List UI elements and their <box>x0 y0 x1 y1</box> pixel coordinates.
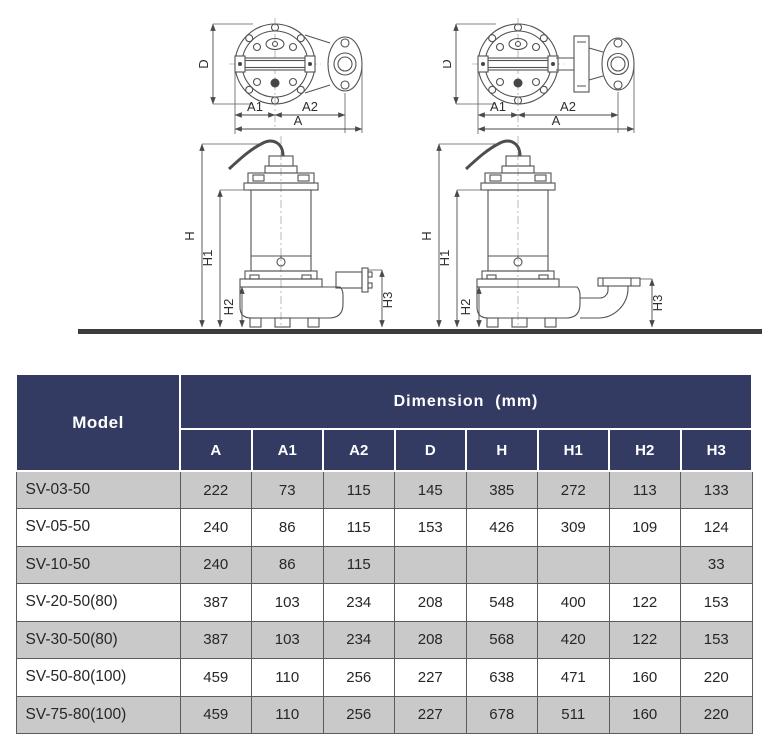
value-cell: 400 <box>538 584 610 622</box>
value-cell: 387 <box>180 584 252 622</box>
value-cell: 471 <box>538 659 610 697</box>
value-cell: 86 <box>252 509 324 547</box>
column-header-a: A <box>180 429 252 471</box>
value-cell: 222 <box>180 471 252 509</box>
model-cell: SV-30-50(80) <box>16 621 180 659</box>
value-cell: 234 <box>323 584 395 622</box>
pump-drawings-area <box>0 0 768 373</box>
value-cell: 387 <box>180 621 252 659</box>
value-cell: 548 <box>466 584 538 622</box>
value-cell: 122 <box>609 584 681 622</box>
value-cell: 133 <box>681 471 753 509</box>
top-view-drawing-right <box>443 12 653 134</box>
value-cell <box>395 546 467 584</box>
value-cell: 110 <box>252 659 324 697</box>
table-row <box>16 546 752 584</box>
value-cell: 160 <box>609 696 681 734</box>
value-cell <box>466 546 538 584</box>
column-header-a2: A2 <box>323 429 395 471</box>
value-cell: 33 <box>681 546 753 584</box>
value-cell: 511 <box>538 696 610 734</box>
column-header-h2: H2 <box>609 429 681 471</box>
value-cell: 208 <box>395 584 467 622</box>
dimension-group-header: Dimension (mm) <box>180 374 752 429</box>
model-cell: SV-20-50(80) <box>16 584 180 622</box>
value-cell: 678 <box>466 696 538 734</box>
column-header-h3: H3 <box>681 429 753 471</box>
dim-label-h3: H3 <box>650 294 665 312</box>
value-cell: 459 <box>180 696 252 734</box>
top-view-drawing-left <box>193 12 389 134</box>
value-cell: 73 <box>252 471 324 509</box>
value-cell: 115 <box>323 509 395 547</box>
table-row <box>16 621 752 659</box>
table-row <box>16 696 752 734</box>
value-cell: 220 <box>681 696 753 734</box>
table-row <box>16 509 752 547</box>
value-cell: 113 <box>609 471 681 509</box>
value-cell: 220 <box>681 659 753 697</box>
table-row <box>16 471 752 509</box>
model-cell: SV-75-80(100) <box>16 696 180 734</box>
value-cell: 420 <box>538 621 610 659</box>
dim-label-a: A <box>551 113 561 128</box>
value-cell: 145 <box>395 471 467 509</box>
ground-line <box>78 329 762 334</box>
value-cell: 309 <box>538 509 610 547</box>
model-cell: SV-50-80(100) <box>16 659 180 697</box>
column-header-h1: H1 <box>538 429 610 471</box>
value-cell: 109 <box>609 509 681 547</box>
value-cell: 240 <box>180 546 252 584</box>
dimension-table <box>15 373 753 734</box>
value-cell: 240 <box>180 509 252 547</box>
model-cell: SV-10-50 <box>16 546 180 584</box>
value-cell: 385 <box>466 471 538 509</box>
value-cell: 256 <box>323 659 395 697</box>
value-cell: 122 <box>609 621 681 659</box>
column-header-h: H <box>466 429 538 471</box>
value-cell: 103 <box>252 621 324 659</box>
model-column-header: Model <box>16 374 180 471</box>
value-cell: 227 <box>395 696 467 734</box>
value-cell: 227 <box>395 659 467 697</box>
value-cell: 160 <box>609 659 681 697</box>
side-view-drawing-right <box>400 132 670 333</box>
value-cell: 153 <box>681 621 753 659</box>
value-cell <box>538 546 610 584</box>
value-cell: 153 <box>681 584 753 622</box>
value-cell: 103 <box>252 584 324 622</box>
value-cell: 638 <box>466 659 538 697</box>
value-cell: 426 <box>466 509 538 547</box>
value-cell: 124 <box>681 509 753 547</box>
value-cell: 459 <box>180 659 252 697</box>
column-header-d: D <box>395 429 467 471</box>
dim-label-a: A <box>293 113 303 128</box>
value-cell: 256 <box>323 696 395 734</box>
column-header-a1: A1 <box>252 429 324 471</box>
model-cell: SV-03-50 <box>16 471 180 509</box>
model-cell: SV-05-50 <box>16 509 180 547</box>
value-cell: 115 <box>323 546 395 584</box>
table-row <box>16 584 752 622</box>
value-cell: 86 <box>252 546 324 584</box>
side-view-drawing-left <box>150 132 400 333</box>
value-cell: 272 <box>538 471 610 509</box>
value-cell: 110 <box>252 696 324 734</box>
dim-label-a2: A2 <box>560 99 576 114</box>
table-row <box>16 659 752 697</box>
dim-label-a2: A2 <box>302 99 318 114</box>
value-cell: 153 <box>395 509 467 547</box>
value-cell: 208 <box>395 621 467 659</box>
value-cell: 115 <box>323 471 395 509</box>
value-cell <box>609 546 681 584</box>
dim-label-h3: H3 <box>380 291 395 309</box>
value-cell: 568 <box>466 621 538 659</box>
value-cell: 234 <box>323 621 395 659</box>
